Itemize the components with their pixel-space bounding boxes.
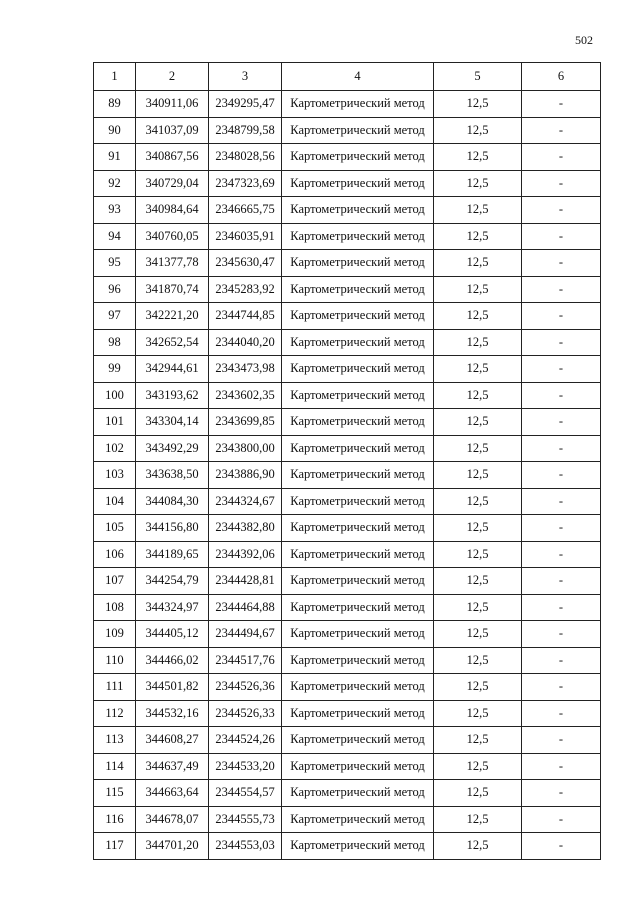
x-coordinate-cell: 341037,09 [136,117,209,144]
x-coordinate-cell: 344501,82 [136,674,209,701]
point-number-cell: 116 [94,806,136,833]
x-coordinate-cell: 342944,61 [136,356,209,383]
y-coordinate-cell: 2344040,20 [209,329,282,356]
y-coordinate-cell: 2344526,36 [209,674,282,701]
method-cell: Картометрический метод [282,223,434,250]
y-coordinate-cell: 2343473,98 [209,356,282,383]
accuracy-cell: 12,5 [434,488,522,515]
table-header-row [94,63,601,91]
accuracy-cell: 12,5 [434,647,522,674]
method-cell: Картометрический метод [282,806,434,833]
method-cell: Картометрический метод [282,329,434,356]
note-cell: - [522,674,601,701]
y-coordinate-cell: 2344554,57 [209,780,282,807]
x-coordinate-cell: 344254,79 [136,568,209,595]
accuracy-cell: 12,5 [434,91,522,118]
x-coordinate-cell: 343638,50 [136,462,209,489]
note-cell: - [522,753,601,780]
method-cell: Картометрический метод [282,144,434,171]
column-header: 6 [522,63,601,91]
y-coordinate-cell: 2345283,92 [209,276,282,303]
column-header: 2 [136,63,209,91]
point-number-cell: 103 [94,462,136,489]
table-row [94,462,601,489]
x-coordinate-cell: 344637,49 [136,753,209,780]
x-coordinate-cell: 340729,04 [136,170,209,197]
note-cell: - [522,727,601,754]
table-row [94,91,601,118]
method-cell: Картометрический метод [282,197,434,224]
method-cell: Картометрический метод [282,250,434,277]
table-row [94,223,601,250]
accuracy-cell: 12,5 [434,833,522,860]
x-coordinate-cell: 344156,80 [136,515,209,542]
note-cell: - [522,435,601,462]
accuracy-cell: 12,5 [434,144,522,171]
method-cell: Картометрический метод [282,833,434,860]
column-header: 1 [94,63,136,91]
page-number: 502 [575,33,593,47]
accuracy-cell: 12,5 [434,753,522,780]
point-number-cell: 97 [94,303,136,330]
note-cell: - [522,488,601,515]
x-coordinate-cell: 344466,02 [136,647,209,674]
table-row [94,382,601,409]
point-number-cell: 98 [94,329,136,356]
y-coordinate-cell: 2348799,58 [209,117,282,144]
x-coordinate-cell: 340911,06 [136,91,209,118]
method-cell: Картометрический метод [282,753,434,780]
note-cell: - [522,541,601,568]
method-cell: Картометрический метод [282,594,434,621]
note-cell: - [522,833,601,860]
x-coordinate-cell: 344663,64 [136,780,209,807]
table-row [94,594,601,621]
method-cell: Картометрический метод [282,647,434,674]
y-coordinate-cell: 2344555,73 [209,806,282,833]
table-row [94,647,601,674]
note-cell: - [522,170,601,197]
point-number-cell: 106 [94,541,136,568]
table-row [94,435,601,462]
x-coordinate-cell: 344678,07 [136,806,209,833]
table-body [94,91,601,860]
table-row [94,780,601,807]
table-row [94,117,601,144]
table-row [94,303,601,330]
table-row [94,276,601,303]
point-number-cell: 109 [94,621,136,648]
x-coordinate-cell: 343492,29 [136,435,209,462]
y-coordinate-cell: 2344494,67 [209,621,282,648]
table-row [94,541,601,568]
method-cell: Картометрический метод [282,515,434,542]
accuracy-cell: 12,5 [434,276,522,303]
x-coordinate-cell: 340867,56 [136,144,209,171]
note-cell: - [522,223,601,250]
table-row [94,488,601,515]
y-coordinate-cell: 2344464,88 [209,594,282,621]
note-cell: - [522,144,601,171]
table-row [94,515,601,542]
accuracy-cell: 12,5 [434,409,522,436]
point-number-cell: 115 [94,780,136,807]
x-coordinate-cell: 344084,30 [136,488,209,515]
method-cell: Картометрический метод [282,568,434,595]
y-coordinate-cell: 2344324,67 [209,488,282,515]
y-coordinate-cell: 2345630,47 [209,250,282,277]
point-number-cell: 110 [94,647,136,674]
point-number-cell: 90 [94,117,136,144]
y-coordinate-cell: 2344382,80 [209,515,282,542]
method-cell: Картометрический метод [282,462,434,489]
accuracy-cell: 12,5 [434,727,522,754]
y-coordinate-cell: 2344517,76 [209,647,282,674]
note-cell: - [522,356,601,383]
accuracy-cell: 12,5 [434,117,522,144]
x-coordinate-cell: 341870,74 [136,276,209,303]
coordinates-table [93,62,601,860]
y-coordinate-cell: 2348028,56 [209,144,282,171]
method-cell: Картометрический метод [282,541,434,568]
point-number-cell: 99 [94,356,136,383]
point-number-cell: 89 [94,91,136,118]
method-cell: Картометрический метод [282,488,434,515]
table-row [94,727,601,754]
note-cell: - [522,621,601,648]
accuracy-cell: 12,5 [434,594,522,621]
point-number-cell: 108 [94,594,136,621]
table-row [94,144,601,171]
y-coordinate-cell: 2346665,75 [209,197,282,224]
y-coordinate-cell: 2343699,85 [209,409,282,436]
column-header: 3 [209,63,282,91]
note-cell: - [522,515,601,542]
point-number-cell: 104 [94,488,136,515]
point-number-cell: 96 [94,276,136,303]
point-number-cell: 117 [94,833,136,860]
y-coordinate-cell: 2344526,33 [209,700,282,727]
point-number-cell: 95 [94,250,136,277]
y-coordinate-cell: 2344744,85 [209,303,282,330]
accuracy-cell: 12,5 [434,356,522,383]
x-coordinate-cell: 343304,14 [136,409,209,436]
accuracy-cell: 12,5 [434,170,522,197]
accuracy-cell: 12,5 [434,541,522,568]
accuracy-cell: 12,5 [434,700,522,727]
table-row [94,833,601,860]
accuracy-cell: 12,5 [434,568,522,595]
note-cell: - [522,197,601,224]
x-coordinate-cell: 340760,05 [136,223,209,250]
y-coordinate-cell: 2346035,91 [209,223,282,250]
method-cell: Картометрический метод [282,170,434,197]
point-number-cell: 105 [94,515,136,542]
accuracy-cell: 12,5 [434,382,522,409]
y-coordinate-cell: 2344524,26 [209,727,282,754]
note-cell: - [522,91,601,118]
column-header: 5 [434,63,522,91]
note-cell: - [522,117,601,144]
x-coordinate-cell: 344189,65 [136,541,209,568]
method-cell: Картометрический метод [282,91,434,118]
method-cell: Картометрический метод [282,700,434,727]
method-cell: Картометрический метод [282,356,434,383]
y-coordinate-cell: 2344553,03 [209,833,282,860]
table-row [94,674,601,701]
method-cell: Картометрический метод [282,674,434,701]
table-row [94,806,601,833]
x-coordinate-cell: 344608,27 [136,727,209,754]
note-cell: - [522,780,601,807]
point-number-cell: 114 [94,753,136,780]
point-number-cell: 113 [94,727,136,754]
method-cell: Картометрический метод [282,727,434,754]
method-cell: Картометрический метод [282,276,434,303]
accuracy-cell: 12,5 [434,329,522,356]
table-row [94,197,601,224]
x-coordinate-cell: 344324,97 [136,594,209,621]
point-number-cell: 102 [94,435,136,462]
accuracy-cell: 12,5 [434,621,522,648]
method-cell: Картометрический метод [282,780,434,807]
accuracy-cell: 12,5 [434,806,522,833]
y-coordinate-cell: 2343800,00 [209,435,282,462]
note-cell: - [522,568,601,595]
point-number-cell: 107 [94,568,136,595]
accuracy-cell: 12,5 [434,303,522,330]
y-coordinate-cell: 2349295,47 [209,91,282,118]
note-cell: - [522,250,601,277]
table-row [94,250,601,277]
x-coordinate-cell: 342221,20 [136,303,209,330]
y-coordinate-cell: 2344533,20 [209,753,282,780]
note-cell: - [522,409,601,436]
method-cell: Картометрический метод [282,382,434,409]
method-cell: Картометрический метод [282,435,434,462]
table-row [94,621,601,648]
note-cell: - [522,276,601,303]
note-cell: - [522,303,601,330]
accuracy-cell: 12,5 [434,515,522,542]
note-cell: - [522,806,601,833]
accuracy-cell: 12,5 [434,462,522,489]
x-coordinate-cell: 344405,12 [136,621,209,648]
y-coordinate-cell: 2347323,69 [209,170,282,197]
note-cell: - [522,594,601,621]
x-coordinate-cell: 341377,78 [136,250,209,277]
x-coordinate-cell: 344532,16 [136,700,209,727]
y-coordinate-cell: 2343602,35 [209,382,282,409]
point-number-cell: 94 [94,223,136,250]
point-number-cell: 101 [94,409,136,436]
point-number-cell: 91 [94,144,136,171]
point-number-cell: 100 [94,382,136,409]
point-number-cell: 111 [94,674,136,701]
y-coordinate-cell: 2344392,06 [209,541,282,568]
column-header: 4 [282,63,434,91]
table-row [94,329,601,356]
point-number-cell: 112 [94,700,136,727]
note-cell: - [522,700,601,727]
table-row [94,356,601,383]
table-row [94,700,601,727]
table-row [94,170,601,197]
accuracy-cell: 12,5 [434,435,522,462]
method-cell: Картометрический метод [282,409,434,436]
point-number-cell: 93 [94,197,136,224]
accuracy-cell: 12,5 [434,197,522,224]
table-row [94,753,601,780]
x-coordinate-cell: 343193,62 [136,382,209,409]
accuracy-cell: 12,5 [434,674,522,701]
note-cell: - [522,382,601,409]
note-cell: - [522,647,601,674]
note-cell: - [522,462,601,489]
x-coordinate-cell: 340984,64 [136,197,209,224]
accuracy-cell: 12,5 [434,780,522,807]
x-coordinate-cell: 344701,20 [136,833,209,860]
method-cell: Картометрический метод [282,303,434,330]
y-coordinate-cell: 2344428,81 [209,568,282,595]
y-coordinate-cell: 2343886,90 [209,462,282,489]
note-cell: - [522,329,601,356]
x-coordinate-cell: 342652,54 [136,329,209,356]
method-cell: Картометрический метод [282,621,434,648]
method-cell: Картометрический метод [282,117,434,144]
accuracy-cell: 12,5 [434,223,522,250]
point-number-cell: 92 [94,170,136,197]
table-row [94,409,601,436]
table-row [94,568,601,595]
accuracy-cell: 12,5 [434,250,522,277]
